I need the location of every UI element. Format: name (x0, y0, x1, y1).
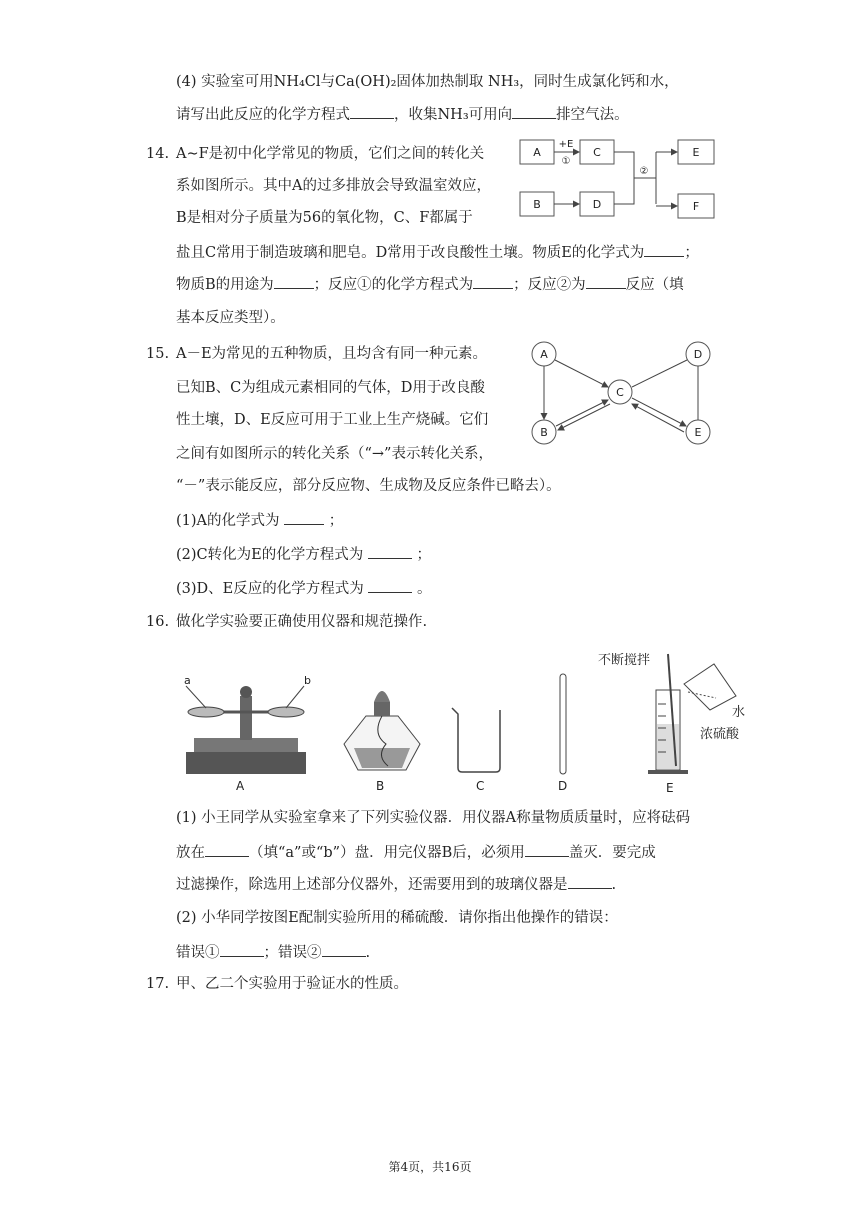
q15-number: 15. (146, 346, 170, 362)
q15-line2: 已知B、C为组成元素相同的气体，D用于改良酸 (176, 380, 485, 396)
answer-blank[interactable] (586, 274, 626, 289)
arrow1-top-label: +E (558, 139, 574, 150)
q17-text: 甲、乙二个实验用于验证水的性质。 (176, 976, 408, 992)
answer-blank[interactable] (350, 104, 394, 119)
q15-text: ； (416, 547, 431, 563)
q15-text: (3)D、E反应的化学方程式为 (176, 581, 364, 597)
q14-text: ；反应②为 (513, 277, 586, 293)
q14-number: 14. (146, 146, 170, 162)
answer-blank[interactable] (205, 842, 249, 857)
q13-item4-line1: (4) 实验室可用NH₄Cl与Ca(OH)₂固体加热制取 NH₃，同时生成氯化钙和水， (176, 74, 679, 90)
arrow-a-c (555, 360, 608, 387)
water-label: 水 (732, 705, 746, 720)
glass-rod-d (560, 674, 566, 774)
q13-item4-line2 (176, 104, 629, 125)
page-footer: 第4页，共16页 (388, 1160, 472, 1174)
q14-line1: A∼F是初中化学常见的物质，它们之间的转化关 (176, 146, 485, 162)
q15-sub1 (176, 510, 343, 531)
q15-text: 。 (416, 581, 432, 597)
q16-text: 错误① (176, 945, 220, 961)
q13-text: 排空气法。 (556, 107, 629, 123)
q15-relation-diagram (528, 340, 718, 450)
q15-text: (2)C转化为E的化学方程式为 (176, 547, 364, 563)
q16-p1-line2 (176, 842, 656, 863)
box-c-label: C (593, 146, 601, 159)
q16-p2-line1: (2) 小华同学按图E配制实验所用的稀硫酸．请你指出他操作的错误： (176, 910, 618, 926)
q13-text: 请写出此反应的化学方程式 (176, 107, 350, 123)
q16-text: （填“a”或“b”）盘．用完仪器B后，必须用 (249, 845, 525, 861)
q14-line2: 系如图所示。其中A的过多排放会导致温室效应， (176, 178, 491, 194)
q15-line3: 性土壤，D、E反应可用于工业上生产烧碱。它们 (176, 412, 489, 428)
answer-blank[interactable] (525, 842, 569, 857)
answer-blank[interactable] (368, 578, 412, 593)
bracket-c-d (614, 152, 634, 204)
answer-blank[interactable] (512, 104, 556, 119)
arrow-e-c (632, 404, 684, 432)
q16-apparatus-figure (176, 644, 756, 800)
caption-a: A (236, 779, 245, 793)
balance-a (184, 674, 311, 774)
node-b-label: B (540, 426, 548, 439)
q15-sub2 (176, 544, 431, 565)
q15-line4: 之间有如图所示的转化关系（“→”表示转化关系， (176, 446, 493, 462)
node-c-label: C (616, 386, 624, 399)
q15-sub3 (176, 578, 431, 599)
caption-d: D (558, 779, 568, 793)
box-a-label: A (533, 146, 541, 159)
q14-line6: 基本反应类型）。 (176, 310, 285, 326)
caption-c: C (476, 779, 485, 793)
box-b-label: B (533, 198, 541, 211)
q16-text: 盖灭．要完成 (568, 845, 656, 861)
q15-line5: “－”表示能反应，部分反应物、生成物及反应条件已略去）。 (176, 478, 561, 494)
branch-label: ② (639, 166, 649, 177)
q15-line1: A－E为常见的五种物质，且均含有同一种元素。 (176, 346, 488, 362)
q16-p2-line2 (176, 942, 370, 963)
answer-blank[interactable] (274, 274, 314, 289)
box-f-label: F (692, 200, 700, 213)
q16-text: 过滤操作，除选用上述部分仪器外，还需要用到的玻璃仪器是 (176, 877, 568, 893)
q14-line4 (176, 242, 699, 263)
q15-text: ； (328, 513, 344, 529)
line-d-c (632, 360, 687, 387)
q14-text: ； (684, 245, 699, 261)
stir-label: 不断搅拌 (598, 653, 651, 668)
caption-e: E (666, 781, 674, 795)
answer-blank[interactable] (568, 874, 612, 889)
answer-blank[interactable] (220, 942, 264, 957)
q14-text: 盐且C常用于制造玻璃和肥皂。D常用于改良酸性土壤。物质E的化学式为 (176, 245, 645, 261)
answer-blank[interactable] (473, 274, 513, 289)
node-e-label: E (694, 426, 702, 439)
box-e-label: E (692, 146, 700, 159)
q16-text: . (365, 945, 371, 961)
arrow-c-b (558, 404, 610, 430)
q16-text: ；错误② (263, 945, 322, 961)
box-d-label: D (592, 198, 602, 211)
caption-b: B (376, 779, 385, 793)
q16-number: 16. (146, 614, 170, 630)
q16-text: 放在 (176, 845, 205, 861)
q16-text: . (611, 877, 617, 893)
answer-blank[interactable] (644, 242, 684, 257)
acid-label: 浓硫酸 (700, 727, 740, 742)
node-a-label: A (540, 348, 548, 361)
q16-p1-line1: (1) 小王同学从实验室拿来了下列实验仪器．用仪器A称量物质质量时，应将砝码 (176, 810, 691, 826)
q14-text: 物质B的用途为 (176, 277, 274, 293)
answer-blank[interactable] (368, 544, 412, 559)
answer-blank[interactable] (284, 510, 324, 525)
q16-stem: 做化学实验要正确使用仪器和规范操作. (176, 614, 428, 630)
answer-blank[interactable] (322, 942, 366, 957)
beaker-c (452, 708, 500, 772)
pan-b-label: b (304, 674, 311, 687)
q14-text: ；反应①的化学方程式为 (313, 277, 474, 293)
arrow1-bottom-label: ① (561, 156, 571, 167)
q15-text: (1)A的化学式为 (176, 513, 280, 529)
cylinder-e (648, 654, 736, 774)
q14-text: 反应（填 (625, 277, 684, 293)
q13-text: ，收集NH₃可用向 (394, 107, 513, 123)
q14-line3: B是相对分子质量为56的氧化物，C、F都属于 (176, 210, 473, 226)
pan-a-label: a (184, 674, 191, 687)
q14-line5 (176, 274, 684, 295)
q14-flow-diagram (516, 134, 732, 224)
alcohol-lamp-b (344, 691, 420, 770)
q16-p1-line3 (176, 874, 616, 895)
q17-number: 17. (146, 976, 170, 992)
node-d-label: D (693, 348, 703, 361)
arrow-b-c (556, 400, 608, 426)
arrow-c-e (632, 398, 686, 426)
